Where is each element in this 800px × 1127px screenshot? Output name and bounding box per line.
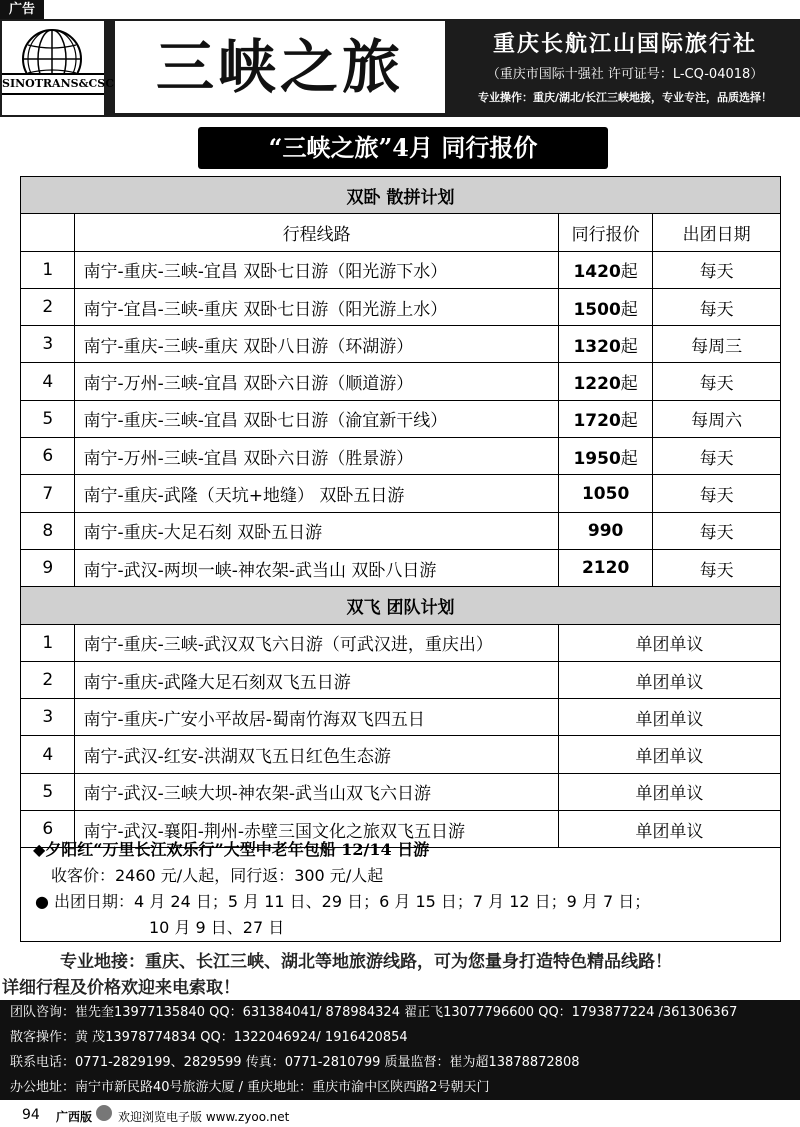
price-cell <box>558 251 652 288</box>
price-cell <box>558 512 652 549</box>
price-suffix: 起 <box>620 374 638 395</box>
page-number: 94 <box>22 1107 40 1123</box>
price-suffix: 起 <box>620 299 638 320</box>
price-banner: “三峡之旅”4月 同行报价 <box>198 127 608 169</box>
price-cell: 单团单议 <box>558 811 780 848</box>
row-number: 5 <box>21 400 75 437</box>
row-number: 3 <box>21 326 75 363</box>
price-table <box>20 176 781 848</box>
table-row <box>21 475 781 512</box>
row-number: 7 <box>21 475 75 512</box>
cruise-title: ◆夕阳红“万里长江欢乐行”大型中老年包船 12/14 日游 <box>33 840 430 859</box>
price-cell <box>558 549 652 586</box>
route-name: 南宁-重庆-武隆（天坑+地缝） 双卧五日游 <box>75 475 558 512</box>
price-value: 1050 <box>581 483 630 504</box>
header <box>0 19 800 117</box>
route-name: 南宁-万州-三峡-宜昌 双卧六日游（顺道游） <box>75 363 558 400</box>
price-cell <box>558 438 652 475</box>
departure-date: 每周六 <box>653 400 781 437</box>
route-name: 南宁-重庆-三峡-重庆 双卧八日游（环湖游） <box>75 326 558 363</box>
price-cell: 单团单议 <box>558 699 780 736</box>
route-name: 南宁-重庆-广安小平故居-蜀南竹海双飞四五日 <box>75 699 558 736</box>
table-row <box>21 512 781 549</box>
departure-date: 每天 <box>653 288 781 325</box>
row-number: 1 <box>21 251 75 288</box>
company-logo <box>2 21 114 115</box>
table-row <box>21 549 781 586</box>
price-value: 1420 <box>573 262 621 283</box>
column-header-date: 出团日期 <box>653 214 781 251</box>
route-name: 南宁-宜昌-三峡-重庆 双卧七日游（阳光游上水） <box>75 288 558 325</box>
table-row <box>21 251 781 288</box>
row-number: 4 <box>21 363 75 400</box>
section-title: 双飞 团队计划 <box>21 587 781 624</box>
price-value: 2120 <box>581 558 630 579</box>
price-suffix: 起 <box>620 411 638 432</box>
cruise-dates-cont: 10 月 9 日、27 日 <box>149 918 285 937</box>
website-link[interactable]: 欢迎浏览电子版 www.zyoo.net <box>118 1110 290 1124</box>
column-header-route: 行程线路 <box>75 214 558 251</box>
brand-title: 三峡之旅 <box>115 21 445 113</box>
table-row <box>21 438 781 475</box>
price-value: 1950 <box>573 448 621 469</box>
logo-text: SINOTRANS&CSC <box>2 73 104 95</box>
column-header-price: 同行报价 <box>558 214 652 251</box>
contact-panel <box>0 1000 800 1100</box>
table-row <box>21 773 781 810</box>
price-cell: 单团单议 <box>558 661 780 698</box>
contact-address: 办公地址：南宁市新民路40号旅游大厦 / 重庆地址：重庆市渝中区陕西路2号朝天门 <box>10 1080 490 1095</box>
service-note: 专业地接：重庆、长江三峡、湖北等地旅游线路，可为您量身打造特色精品线路！ <box>60 952 672 972</box>
section-title: 双卧 散拼计划 <box>21 177 781 214</box>
route-name: 南宁-武汉-两坝一峡-神农架-武当山 双卧八日游 <box>75 549 558 586</box>
price-cell <box>558 363 652 400</box>
company-name: 重庆长航江山国际旅行社 <box>492 32 757 57</box>
price-value: 1320 <box>573 336 621 357</box>
row-number: 8 <box>21 512 75 549</box>
cruise-dates: ● 出团日期：4 月 24 日；5 月 11 日、29 日；6 月 15 日；7 月 12 日；9 月 7 日； <box>35 892 651 911</box>
route-name: 南宁-武汉-三峡大坝-神农架-武当山双飞六日游 <box>75 773 558 810</box>
table-row <box>21 699 781 736</box>
table-row <box>21 363 781 400</box>
row-number: 6 <box>21 438 75 475</box>
departure-date: 每天 <box>653 475 781 512</box>
row-number: 2 <box>21 288 75 325</box>
price-cell <box>558 326 652 363</box>
cruise-price: 收客价：2460 元/人起，同行返：300 元/人起 <box>51 866 384 885</box>
section-header-flight <box>21 587 781 624</box>
route-name: 南宁-重庆-三峡-宜昌 双卧七日游（阳光游下水） <box>75 251 558 288</box>
route-name: 南宁-重庆-三峡-武汉双飞六日游（可武汉进，重庆出） <box>75 624 558 661</box>
section-header-sleeper <box>21 177 781 214</box>
departure-date: 每天 <box>653 363 781 400</box>
price-value: 1500 <box>573 299 621 320</box>
contact-individual: 散客操作：黄 茂13978774834 QQ：1322046924/ 1916420854 <box>10 1030 408 1045</box>
departure-date: 每天 <box>653 438 781 475</box>
route-name: 南宁-万州-三峡-宜昌 双卧六日游（胜景游） <box>75 438 558 475</box>
edition-label: 广西版 <box>56 1110 93 1124</box>
row-number: 6 <box>21 811 75 848</box>
contact-team: 团队咨询：崔先奎13977135840 QQ：631384041/ 878984324 翟正飞13077796600 QQ：1793877224 /361306367 <box>10 1005 738 1020</box>
table-row <box>21 326 781 363</box>
price-cell: 单团单议 <box>558 773 780 810</box>
route-name: 南宁-重庆-三峡-宜昌 双卧七日游（渝宜新干线） <box>75 400 558 437</box>
price-cell: 单团单议 <box>558 624 780 661</box>
price-suffix: 起 <box>620 448 638 469</box>
row-number: 2 <box>21 661 75 698</box>
license-number: （重庆市国际十强社 许可证号：L-CQ-04018） <box>486 67 764 82</box>
cruise-promo <box>20 833 781 942</box>
departure-date: 每天 <box>653 251 781 288</box>
route-name: 南宁-武汉-红安-洪湖双飞五日红色生态游 <box>75 736 558 773</box>
price-cell: 单团单议 <box>558 736 780 773</box>
route-name: 南宁-重庆-武隆大足石刻双飞五日游 <box>75 661 558 698</box>
price-cell <box>558 475 652 512</box>
price-value: 990 <box>587 520 624 541</box>
route-name: 南宁-重庆-大足石刻 双卧五日游 <box>75 512 558 549</box>
price-cell <box>558 400 652 437</box>
slogan: 专业操作：重庆/湖北/长江三峡地接，专业专注，品质选择！ <box>477 91 773 104</box>
row-number: 4 <box>21 736 75 773</box>
departure-date: 每周三 <box>653 326 781 363</box>
price-suffix: 起 <box>620 336 638 357</box>
row-number: 1 <box>21 624 75 661</box>
departure-date: 每天 <box>653 512 781 549</box>
row-number: 9 <box>21 549 75 586</box>
table-row <box>21 736 781 773</box>
row-number: 3 <box>21 699 75 736</box>
table-row <box>21 288 781 325</box>
column-header-num <box>21 214 75 251</box>
table-row <box>21 400 781 437</box>
table-row <box>21 661 781 698</box>
contact-prompt: 详细行程及价格欢迎来电索取！ <box>2 978 240 998</box>
price-value: 1720 <box>573 411 621 432</box>
price-cell <box>558 288 652 325</box>
column-header-row <box>21 214 781 251</box>
ad-tag: 广告 <box>0 0 44 19</box>
contact-phone: 联系电话：0771-2829199、2829599 传真：0771-2810799 质量监督：崔为超13878872808 <box>10 1055 580 1070</box>
route-name: 南宁-武汉-襄阳-荆州-赤壁三国文化之旅双飞五日游 <box>75 811 558 848</box>
price-suffix: 起 <box>620 262 638 283</box>
departure-date: 每天 <box>653 549 781 586</box>
page-footer <box>0 1102 800 1127</box>
table-row <box>21 624 781 661</box>
edition-badge-icon <box>96 1105 112 1121</box>
row-number: 5 <box>21 773 75 810</box>
price-value: 1220 <box>573 374 621 395</box>
